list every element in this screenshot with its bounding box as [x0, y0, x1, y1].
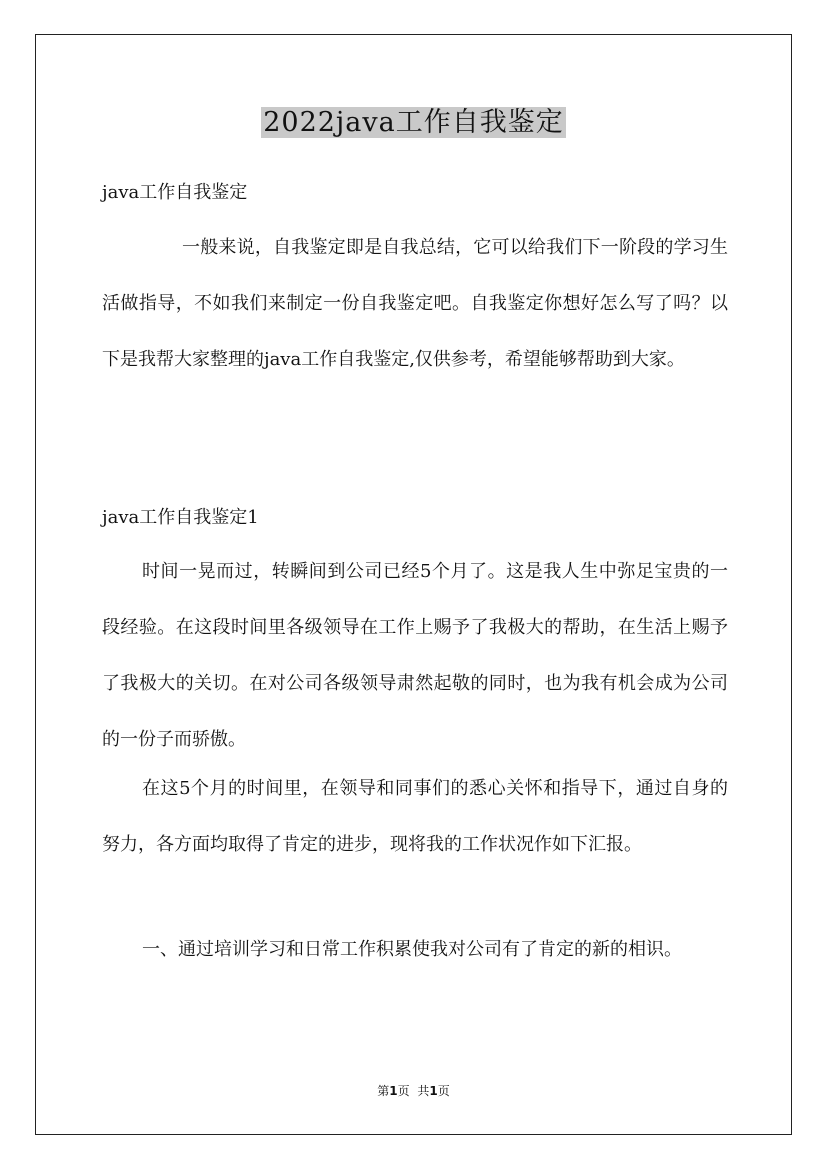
- footer-total-prefix: 共: [417, 1084, 430, 1098]
- footer-total-pages: 1: [429, 1084, 438, 1098]
- footer-total-suffix: 页: [437, 1084, 450, 1098]
- body-paragraph-2: 在这5个月的时间里，在领导和同事们的悉心关怀和指导下，通过自身的努力，各方面均取得了肯定的进步，现将我的工作状况作如下汇报。: [102, 778, 728, 855]
- section-heading-intro: java工作自我鉴定: [102, 182, 248, 203]
- page-footer: [0, 1083, 827, 1099]
- document-title-text: 2022java工作自我鉴定: [263, 107, 564, 138]
- body-paragraph-3: 一、通过培训学习和日常工作积累使我对公司有了肯定的新的相识。: [142, 939, 682, 960]
- section-heading-1: java工作自我鉴定1: [102, 507, 259, 528]
- intro-paragraph: 一般来说，自我鉴定即是自我总结，它可以给我们下一阶段的学习生活做指导，不如我们来制定一份自我鉴定吧。自我鉴定你想好怎么写了吗？以下是我帮大家整理的java工作自我鉴定,仅供参考，希望能够帮助到大家。: [102, 237, 728, 370]
- footer-page-number: 1: [389, 1084, 398, 1098]
- footer-page-suffix: 页: [397, 1084, 410, 1098]
- footer-page-prefix: 第: [377, 1084, 390, 1098]
- document-title: [0, 104, 827, 142]
- body-paragraph-1: 时间一晃而过，转瞬间到公司已经5个月了。这是我人生中弥足宝贵的一段经验。在这段时间里各级领导在工作上赐予了我极大的帮助，在生活上赐予了我极大的关切。在对公司各级领导肃然起敬的同时，也为我有机会成为公司的一份子而骄傲。: [102, 561, 728, 750]
